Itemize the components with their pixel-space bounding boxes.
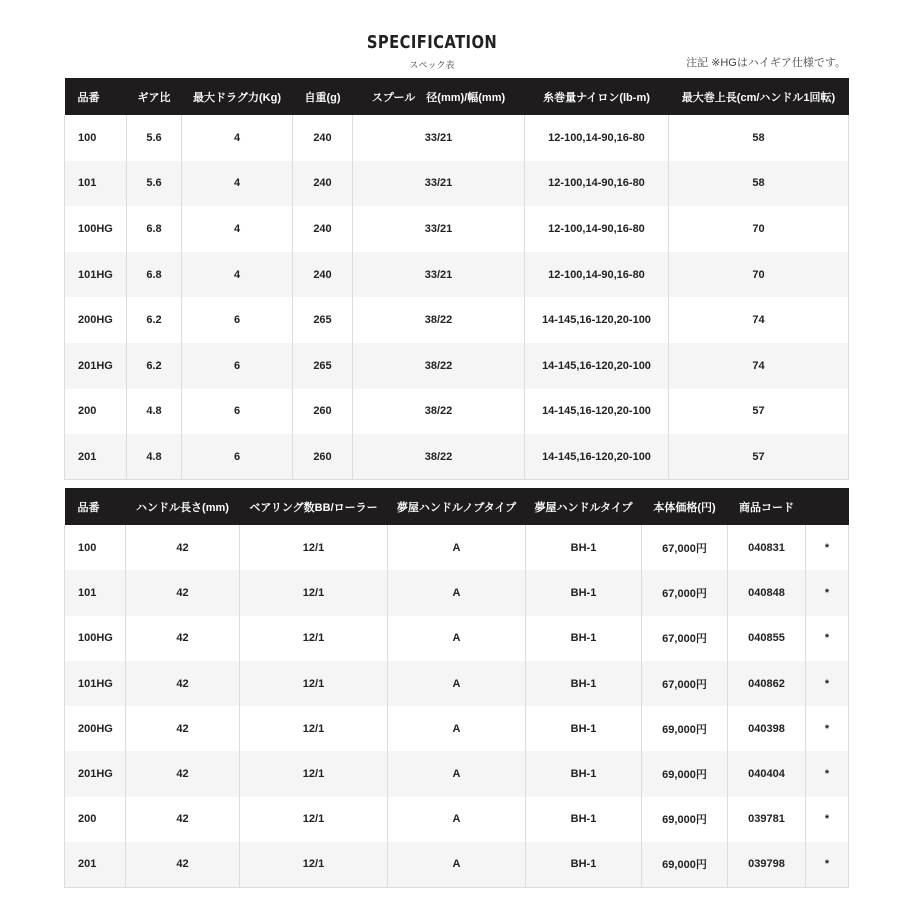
cell-bearings: 12/1 xyxy=(240,661,388,706)
cell-retrieve: 70 xyxy=(669,252,849,298)
cell-retrieve: 74 xyxy=(669,297,849,343)
col-handle-length: ハンドル長さ(mm) xyxy=(126,488,240,525)
col-gear-ratio: ギア比 xyxy=(127,78,182,115)
cell-gear-ratio: 4.8 xyxy=(127,434,182,480)
cell-handle-type: BH-1 xyxy=(526,751,642,796)
cell-mark: * xyxy=(806,706,849,751)
cell-model: 200 xyxy=(65,389,127,435)
table-row xyxy=(65,842,849,887)
cell-gear-ratio: 5.6 xyxy=(127,115,182,161)
cell-line-capacity: 14-145,16-120,20-100 xyxy=(525,343,669,389)
cell-model: 201 xyxy=(65,842,126,887)
cell-max-drag: 4 xyxy=(182,115,293,161)
cell-retrieve: 58 xyxy=(669,161,849,207)
cell-line-capacity: 12-100,14-90,16-80 xyxy=(525,161,669,207)
cell-retrieve: 58 xyxy=(669,115,849,161)
cell-model: 101 xyxy=(65,161,127,207)
cell-price: 67,000円 xyxy=(642,661,728,706)
cell-knob-type: A xyxy=(388,706,526,751)
cell-gear-ratio: 6.2 xyxy=(127,343,182,389)
col-model: 品番 xyxy=(65,78,127,115)
cell-model: 200HG xyxy=(65,297,127,343)
cell-price: 69,000円 xyxy=(642,842,728,887)
cell-knob-type: A xyxy=(388,525,526,570)
cell-bearings: 12/1 xyxy=(240,797,388,842)
table-row xyxy=(65,706,849,751)
cell-price: 69,000円 xyxy=(642,706,728,751)
cell-gear-ratio: 4.8 xyxy=(127,389,182,435)
col-max-drag: 最大ドラグ力(Kg) xyxy=(182,78,293,115)
cell-product-code: 040404 xyxy=(728,751,806,796)
spec-table-price xyxy=(64,488,849,888)
cell-weight: 240 xyxy=(293,252,353,298)
cell-gear-ratio: 6.8 xyxy=(127,206,182,252)
cell-model: 101HG xyxy=(65,661,126,706)
cell-retrieve: 57 xyxy=(669,389,849,435)
cell-model: 201HG xyxy=(65,343,127,389)
cell-handle-type: BH-1 xyxy=(526,616,642,661)
cell-handle-type: BH-1 xyxy=(526,706,642,751)
cell-price: 67,000円 xyxy=(642,570,728,615)
cell-line-capacity: 14-145,16-120,20-100 xyxy=(525,434,669,480)
cell-price: 69,000円 xyxy=(642,797,728,842)
spec-table-price-header xyxy=(65,488,849,525)
cell-knob-type: A xyxy=(388,661,526,706)
table-row xyxy=(65,525,849,570)
col-model: 品番 xyxy=(65,488,126,525)
cell-knob-type: A xyxy=(388,570,526,615)
cell-bearings: 12/1 xyxy=(240,842,388,887)
cell-handle-type: BH-1 xyxy=(526,661,642,706)
table-row xyxy=(65,252,849,298)
cell-spool-size: 33/21 xyxy=(353,115,525,161)
cell-product-code: 039798 xyxy=(728,842,806,887)
cell-product-code: 040855 xyxy=(728,616,806,661)
cell-model: 100HG xyxy=(65,206,127,252)
cell-product-code: 040831 xyxy=(728,525,806,570)
cell-product-code: 040398 xyxy=(728,706,806,751)
cell-handle-type: BH-1 xyxy=(526,570,642,615)
cell-model: 100 xyxy=(65,525,126,570)
cell-line-capacity: 14-145,16-120,20-100 xyxy=(525,297,669,343)
cell-spool-size: 33/21 xyxy=(353,161,525,207)
cell-max-drag: 4 xyxy=(182,252,293,298)
cell-spool-size: 38/22 xyxy=(353,434,525,480)
cell-price: 67,000円 xyxy=(642,525,728,570)
cell-handle-type: BH-1 xyxy=(526,842,642,887)
cell-knob-type: A xyxy=(388,797,526,842)
table-row xyxy=(65,616,849,661)
cell-handle-type: BH-1 xyxy=(526,797,642,842)
col-product-code: 商品コード xyxy=(728,488,806,525)
cell-handle-length: 42 xyxy=(126,706,240,751)
cell-gear-ratio: 5.6 xyxy=(127,161,182,207)
cell-weight: 265 xyxy=(293,297,353,343)
spec-table-main-header xyxy=(65,78,849,115)
cell-handle-length: 42 xyxy=(126,661,240,706)
cell-gear-ratio: 6.8 xyxy=(127,252,182,298)
cell-weight: 240 xyxy=(293,161,353,207)
hg-note: 注記 ※HGはハイギア仕様です。 xyxy=(686,57,846,69)
cell-bearings: 12/1 xyxy=(240,570,388,615)
col-handle-type: 夢屋ハンドルタイプ xyxy=(526,488,642,525)
cell-max-drag: 6 xyxy=(182,434,293,480)
cell-max-drag: 6 xyxy=(182,297,293,343)
cell-retrieve: 74 xyxy=(669,343,849,389)
cell-spool-size: 33/21 xyxy=(353,252,525,298)
cell-handle-length: 42 xyxy=(126,797,240,842)
cell-max-drag: 4 xyxy=(182,161,293,207)
cell-retrieve: 70 xyxy=(669,206,849,252)
cell-handle-length: 42 xyxy=(126,616,240,661)
page-title: SPECIFICATION xyxy=(366,32,498,53)
cell-spool-size: 38/22 xyxy=(353,297,525,343)
cell-price: 69,000円 xyxy=(642,751,728,796)
table-row xyxy=(65,570,849,615)
cell-mark: * xyxy=(806,525,849,570)
col-spool-size: スプール 径(mm)/幅(mm) xyxy=(353,78,525,115)
cell-product-code: 040848 xyxy=(728,570,806,615)
cell-bearings: 12/1 xyxy=(240,706,388,751)
cell-handle-length: 42 xyxy=(126,525,240,570)
cell-handle-type: BH-1 xyxy=(526,525,642,570)
header-row xyxy=(65,78,849,115)
table-row xyxy=(65,343,849,389)
table-row xyxy=(65,661,849,706)
cell-weight: 265 xyxy=(293,343,353,389)
cell-handle-length: 42 xyxy=(126,842,240,887)
cell-model: 100HG xyxy=(65,616,126,661)
table-row xyxy=(65,434,849,480)
cell-mark: * xyxy=(806,661,849,706)
cell-price: 67,000円 xyxy=(642,616,728,661)
cell-spool-size: 38/22 xyxy=(353,389,525,435)
cell-weight: 260 xyxy=(293,434,353,480)
cell-spool-size: 33/21 xyxy=(353,206,525,252)
cell-max-drag: 6 xyxy=(182,389,293,435)
cell-knob-type: A xyxy=(388,751,526,796)
col-mark xyxy=(806,488,849,525)
cell-product-code: 039781 xyxy=(728,797,806,842)
cell-bearings: 12/1 xyxy=(240,751,388,796)
cell-handle-length: 42 xyxy=(126,570,240,615)
cell-line-capacity: 12-100,14-90,16-80 xyxy=(525,115,669,161)
cell-max-drag: 4 xyxy=(182,206,293,252)
table-row xyxy=(65,206,849,252)
cell-retrieve: 57 xyxy=(669,434,849,480)
cell-model: 201HG xyxy=(65,751,126,796)
cell-mark: * xyxy=(806,616,849,661)
cell-mark: * xyxy=(806,570,849,615)
cell-knob-type: A xyxy=(388,842,526,887)
col-bearings: ベアリング数BB/ローラー xyxy=(240,488,388,525)
cell-bearings: 12/1 xyxy=(240,525,388,570)
cell-model: 201 xyxy=(65,434,127,480)
table-row xyxy=(65,161,849,207)
cell-mark: * xyxy=(806,842,849,887)
spec-table-main xyxy=(64,78,849,480)
cell-weight: 240 xyxy=(293,115,353,161)
cell-model: 200 xyxy=(65,797,126,842)
cell-line-capacity: 12-100,14-90,16-80 xyxy=(525,252,669,298)
cell-handle-length: 42 xyxy=(126,751,240,796)
col-knob-type: 夢屋ハンドルノブタイプ xyxy=(388,488,526,525)
table-row xyxy=(65,751,849,796)
col-retrieve: 最大巻上長(cm/ハンドル1回転) xyxy=(669,78,849,115)
cell-weight: 240 xyxy=(293,206,353,252)
cell-mark: * xyxy=(806,751,849,796)
cell-product-code: 040862 xyxy=(728,661,806,706)
cell-model: 100 xyxy=(65,115,127,161)
cell-model: 101 xyxy=(65,570,126,615)
col-line-capacity: 糸巻量ナイロン(lb-m) xyxy=(525,78,669,115)
cell-weight: 260 xyxy=(293,389,353,435)
table-row xyxy=(65,297,849,343)
col-price: 本体価格(円) xyxy=(642,488,728,525)
cell-mark: * xyxy=(806,797,849,842)
cell-line-capacity: 12-100,14-90,16-80 xyxy=(525,206,669,252)
spec-table-main-body xyxy=(65,115,849,480)
cell-max-drag: 6 xyxy=(182,343,293,389)
table-row xyxy=(65,389,849,435)
header-row xyxy=(65,488,849,525)
col-weight: 自重(g) xyxy=(293,78,353,115)
table-row xyxy=(65,797,849,842)
cell-line-capacity: 14-145,16-120,20-100 xyxy=(525,389,669,435)
cell-gear-ratio: 6.2 xyxy=(127,297,182,343)
cell-bearings: 12/1 xyxy=(240,616,388,661)
cell-model: 200HG xyxy=(65,706,126,751)
cell-model: 101HG xyxy=(65,252,127,298)
spec-table-price-body xyxy=(65,525,849,887)
page-subtitle: スペック表 xyxy=(409,60,455,70)
cell-knob-type: A xyxy=(388,616,526,661)
cell-spool-size: 38/22 xyxy=(353,343,525,389)
table-row xyxy=(65,115,849,161)
